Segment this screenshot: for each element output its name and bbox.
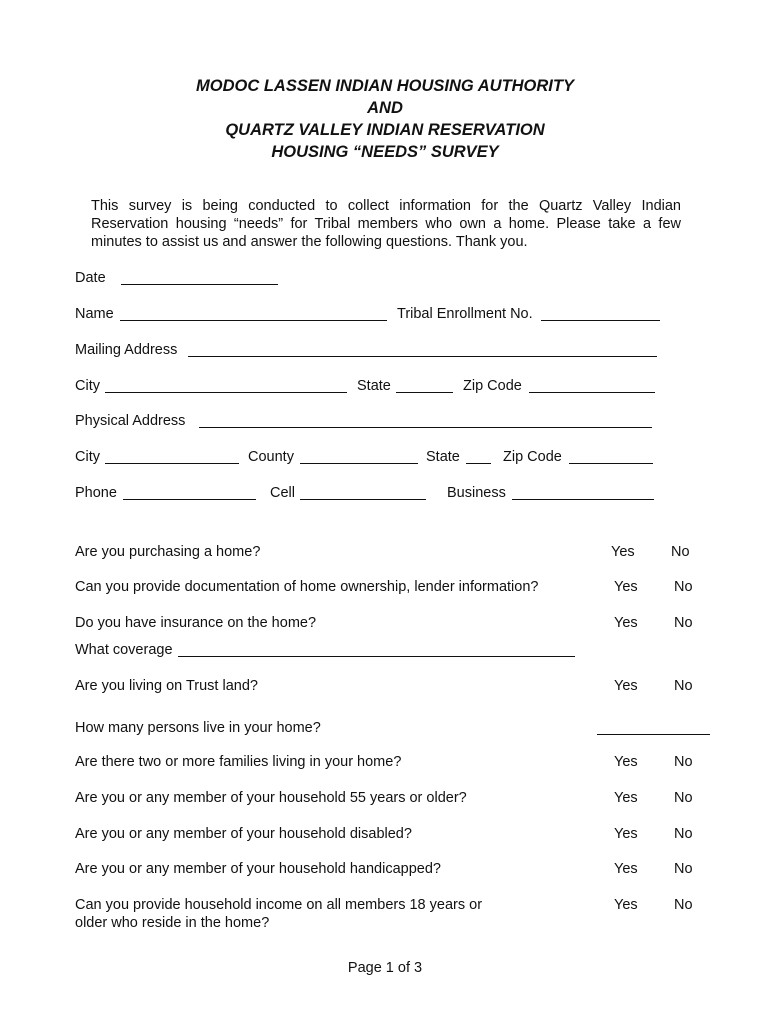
- zip-code2-label: Zip Code: [503, 449, 562, 465]
- state-label: State: [357, 378, 391, 394]
- date-field[interactable]: [121, 284, 278, 285]
- date-label: Date: [75, 270, 106, 286]
- yes-option[interactable]: Yes: [614, 897, 638, 913]
- title-line-3: QUARTZ VALLEY INDIAN RESERVATION: [225, 121, 545, 139]
- mailing-address-label: Mailing Address: [75, 342, 178, 358]
- title-line-4: HOUSING “NEEDS” SURVEY: [271, 143, 499, 161]
- title-line-2: AND: [367, 99, 403, 117]
- question-household-income: Can you provide household income on all members 18 years or older who reside in the home?: [75, 897, 483, 931]
- no-option[interactable]: No: [674, 861, 693, 877]
- city-field[interactable]: [105, 392, 347, 393]
- physical-address-field[interactable]: [199, 427, 652, 428]
- city2-label: City: [75, 449, 100, 465]
- yes-option[interactable]: Yes: [611, 544, 635, 560]
- state-field[interactable]: [396, 392, 453, 393]
- question-two-families: Are there two or more families living in your home?: [75, 754, 402, 770]
- yes-option[interactable]: Yes: [614, 579, 638, 595]
- what-coverage-field[interactable]: [178, 656, 575, 657]
- persons-count-field[interactable]: [597, 734, 710, 735]
- tribal-enrollment-label: Tribal Enrollment No.: [397, 306, 533, 322]
- county-field[interactable]: [300, 463, 418, 464]
- name-label: Name: [75, 306, 114, 322]
- no-option[interactable]: No: [674, 754, 693, 770]
- name-field[interactable]: [120, 320, 387, 321]
- zip-code-field[interactable]: [529, 392, 655, 393]
- city-label: City: [75, 378, 100, 394]
- cell-field[interactable]: [300, 499, 426, 500]
- question-documentation: Can you provide documentation of home ownership, lender information?: [75, 579, 539, 595]
- question-insurance: Do you have insurance on the home?: [75, 615, 317, 631]
- no-option[interactable]: No: [674, 826, 693, 842]
- no-option[interactable]: No: [674, 678, 693, 694]
- county-label: County: [248, 449, 294, 465]
- intro-paragraph: This survey is being conducted to collect information for the Quartz Valley Indian Reservation housing “needs” for Tribal members who own a home. Please take a few minutes to assist us and answer the following questions. Thank you.: [91, 198, 681, 250]
- no-option[interactable]: No: [674, 897, 693, 913]
- physical-address-label: Physical Address: [75, 413, 186, 429]
- yes-option[interactable]: Yes: [614, 790, 638, 806]
- question-persons-in-home: How many persons live in your home?: [75, 720, 321, 736]
- business-label: Business: [447, 485, 506, 501]
- phone-field[interactable]: [123, 499, 256, 500]
- no-option[interactable]: No: [674, 579, 693, 595]
- cell-label: Cell: [270, 485, 295, 501]
- yes-option[interactable]: Yes: [614, 678, 638, 694]
- state2-label: State: [426, 449, 460, 465]
- question-disabled: Are you or any member of your household disabled?: [75, 826, 412, 842]
- tribal-enrollment-field[interactable]: [541, 320, 660, 321]
- mailing-address-field[interactable]: [188, 356, 657, 357]
- no-option[interactable]: No: [671, 544, 690, 560]
- yes-option[interactable]: Yes: [614, 754, 638, 770]
- question-handicapped: Are you or any member of your household handicapped?: [75, 861, 441, 877]
- question-55-or-older: Are you or any member of your household 55 years or older?: [75, 790, 467, 806]
- yes-option[interactable]: Yes: [614, 826, 638, 842]
- business-field[interactable]: [512, 499, 654, 500]
- what-coverage-label: What coverage: [75, 642, 173, 658]
- question-trust-land: Are you living on Trust land?: [75, 678, 258, 694]
- phone-label: Phone: [75, 485, 117, 501]
- yes-option[interactable]: Yes: [614, 861, 638, 877]
- zip-code-label: Zip Code: [463, 378, 522, 394]
- no-option[interactable]: No: [674, 790, 693, 806]
- question-purchasing-home: Are you purchasing a home?: [75, 544, 261, 560]
- state2-field[interactable]: [466, 463, 491, 464]
- yes-option[interactable]: Yes: [614, 615, 638, 631]
- zip-code2-field[interactable]: [569, 463, 653, 464]
- title-line-1: MODOC LASSEN INDIAN HOUSING AUTHORITY: [196, 77, 574, 95]
- city2-field[interactable]: [105, 463, 239, 464]
- no-option[interactable]: No: [674, 615, 693, 631]
- page-number: Page 1 of 3: [347, 960, 423, 976]
